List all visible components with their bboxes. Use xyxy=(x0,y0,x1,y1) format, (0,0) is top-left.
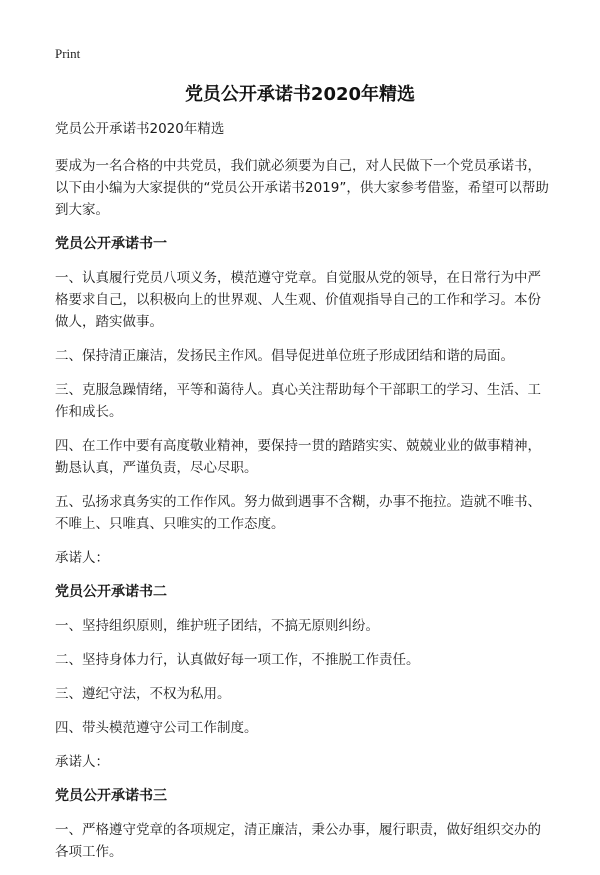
document-title: 党员公开承诺书2020年精选 xyxy=(184,84,416,105)
section-1-item-1: 一、认真履行党员八项义务，模范遵守党章。自觉服从党的领导，在日常行为中严格要求自己，以积极向上的世界观、人生观、价值观指导自己的工作和学习。本份做人，踏实做事。 xyxy=(55,270,541,330)
section-2-item-2: 二、坚持身体力行，认真做好每一项工作，不推脱工作责任。 xyxy=(55,652,420,668)
section-2-item-4: 四、带头模范遵守公司工作制度。 xyxy=(55,720,258,736)
document-subtitle: 党员公开承诺书2020年精选 xyxy=(55,121,225,137)
section-2-heading: 党员公开承诺书二 xyxy=(55,584,167,600)
section-1-signature: 承诺人： xyxy=(55,550,109,566)
section-1-item-4: 四、在工作中要有高度敬业精神，要保持一贯的踏踏实实、兢兢业业的做事精神，勤恳认真，严谨负责，尽心尽职。 xyxy=(55,438,541,476)
section-1-item-5: 五、弘扬求真务实的工作作风。努力做到遇事不含糊，办事不拖拉。造就不唯书、不唯上、只唯真、只唯实的工作态度。 xyxy=(55,494,541,532)
section-1-item-3: 三、克服急躁情绪，平等和蔼待人。真心关注帮助每个干部职工的学习、生活、工作和成长。 xyxy=(55,382,541,420)
section-3-heading: 党员公开承诺书三 xyxy=(55,788,167,804)
section-2-item-3: 三、遵纪守法，不权为私用。 xyxy=(55,686,231,702)
intro-paragraph: 要成为一名合格的中共党员，我们就必须要为自己，对人民做下一个党员承诺书，以下由小编为大家提供的“党员公开承诺书2019”，供大家参考借鉴，希望可以帮助到大家。 xyxy=(55,158,549,218)
section-1-item-2: 二、保持清正廉洁，发扬民主作风。倡导促进单位班子形成团结和谐的局面。 xyxy=(55,348,514,364)
section-2-item-1: 一、坚持组织原则，维护班子团结，不搞无原则纠纷。 xyxy=(55,618,379,634)
print-label: Print xyxy=(55,46,81,61)
section-3-item-1: 一、严格遵守党章的各项规定，清正廉洁，秉公办事，履行职责，做好组织交办的各项工作。 xyxy=(55,822,541,860)
section-2-signature: 承诺人： xyxy=(55,754,109,770)
section-1-heading: 党员公开承诺书一 xyxy=(55,236,167,252)
document-body xyxy=(55,118,552,875)
